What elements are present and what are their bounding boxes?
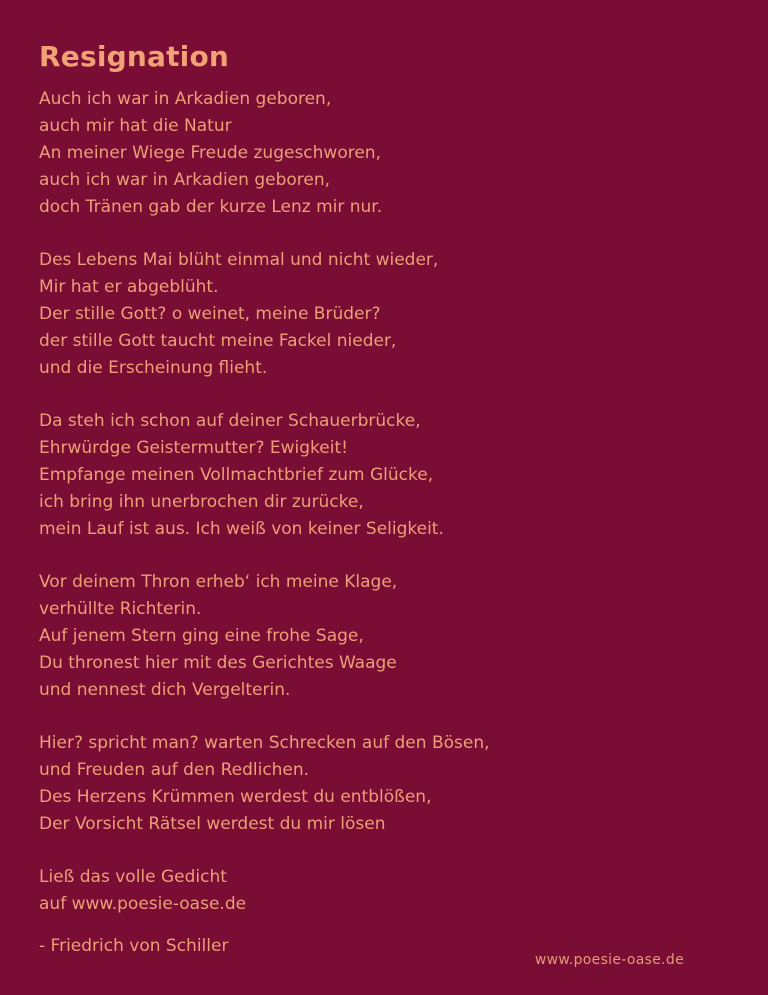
poem-line: Ehrwürdge Geistermutter? Ewigkeit!: [39, 438, 348, 458]
stanza: [39, 86, 729, 221]
poem-line: und Freuden auf den Redlichen.: [39, 760, 310, 780]
poem-line: Der Vorsicht Rätsel werdest du mir lösen: [39, 814, 386, 834]
poem-line: Vor deinem Thron erheb‘ ich meine Klage,: [39, 572, 398, 592]
footer-url: www.poesie-oase.de: [534, 952, 684, 968]
read-more-note: [39, 864, 729, 918]
poem-line: Da steh ich schon auf deiner Schauerbrücke,: [39, 411, 421, 431]
poem-line: doch Tränen gab der kurze Lenz mir nur.: [39, 197, 383, 217]
poem-line: mein Lauf ist aus. Ich weiß von keiner Seligkeit.: [39, 519, 444, 539]
poem-title: Resignation: [39, 40, 230, 73]
stanza: [39, 569, 729, 704]
poem-line: Mir hat er abgeblüht.: [39, 277, 219, 297]
poem-line: Ließ das volle Gedicht: [39, 867, 227, 887]
poem-author: - Friedrich von Schiller: [39, 936, 229, 956]
poem-line: ich bring ihn unerbrochen dir zurücke,: [39, 492, 364, 512]
poem-line: auf www.poesie-oase.de: [39, 894, 247, 914]
poem-line: An meiner Wiege Freude zugeschworen,: [39, 143, 381, 163]
poem-line: Des Lebens Mai blüht einmal und nicht wieder,: [39, 250, 439, 270]
poem-line: Der stille Gott? o weinet, meine Brüder?: [39, 304, 381, 324]
poem-line: Empfange meinen Vollmachtbrief zum Glücke,: [39, 465, 434, 485]
stanza: [39, 408, 729, 543]
stanza: [39, 730, 729, 838]
poem-line: auch ich war in Arkadien geboren,: [39, 170, 331, 190]
poem-line: Auf jenem Stern ging eine frohe Sage,: [39, 626, 364, 646]
poem-line: auch mir hat die Natur: [39, 116, 232, 136]
poem-line: der stille Gott taucht meine Fackel nieder,: [39, 331, 397, 351]
poem-line: und die Erscheinung flieht.: [39, 358, 268, 378]
stanza: [39, 247, 729, 382]
poem-line: verhüllte Richterin.: [39, 599, 202, 619]
poem-line: Hier? spricht man? warten Schrecken auf den Bösen,: [39, 733, 490, 753]
poem-line: Des Herzens Krümmen werdest du entblößen,: [39, 787, 432, 807]
poem-line: und nennest dich Vergelterin.: [39, 680, 291, 700]
poem-line: Auch ich war in Arkadien geboren,: [39, 89, 332, 109]
poem-body: [39, 86, 729, 944]
poem-line: Du thronest hier mit des Gerichtes Waage: [39, 653, 397, 673]
